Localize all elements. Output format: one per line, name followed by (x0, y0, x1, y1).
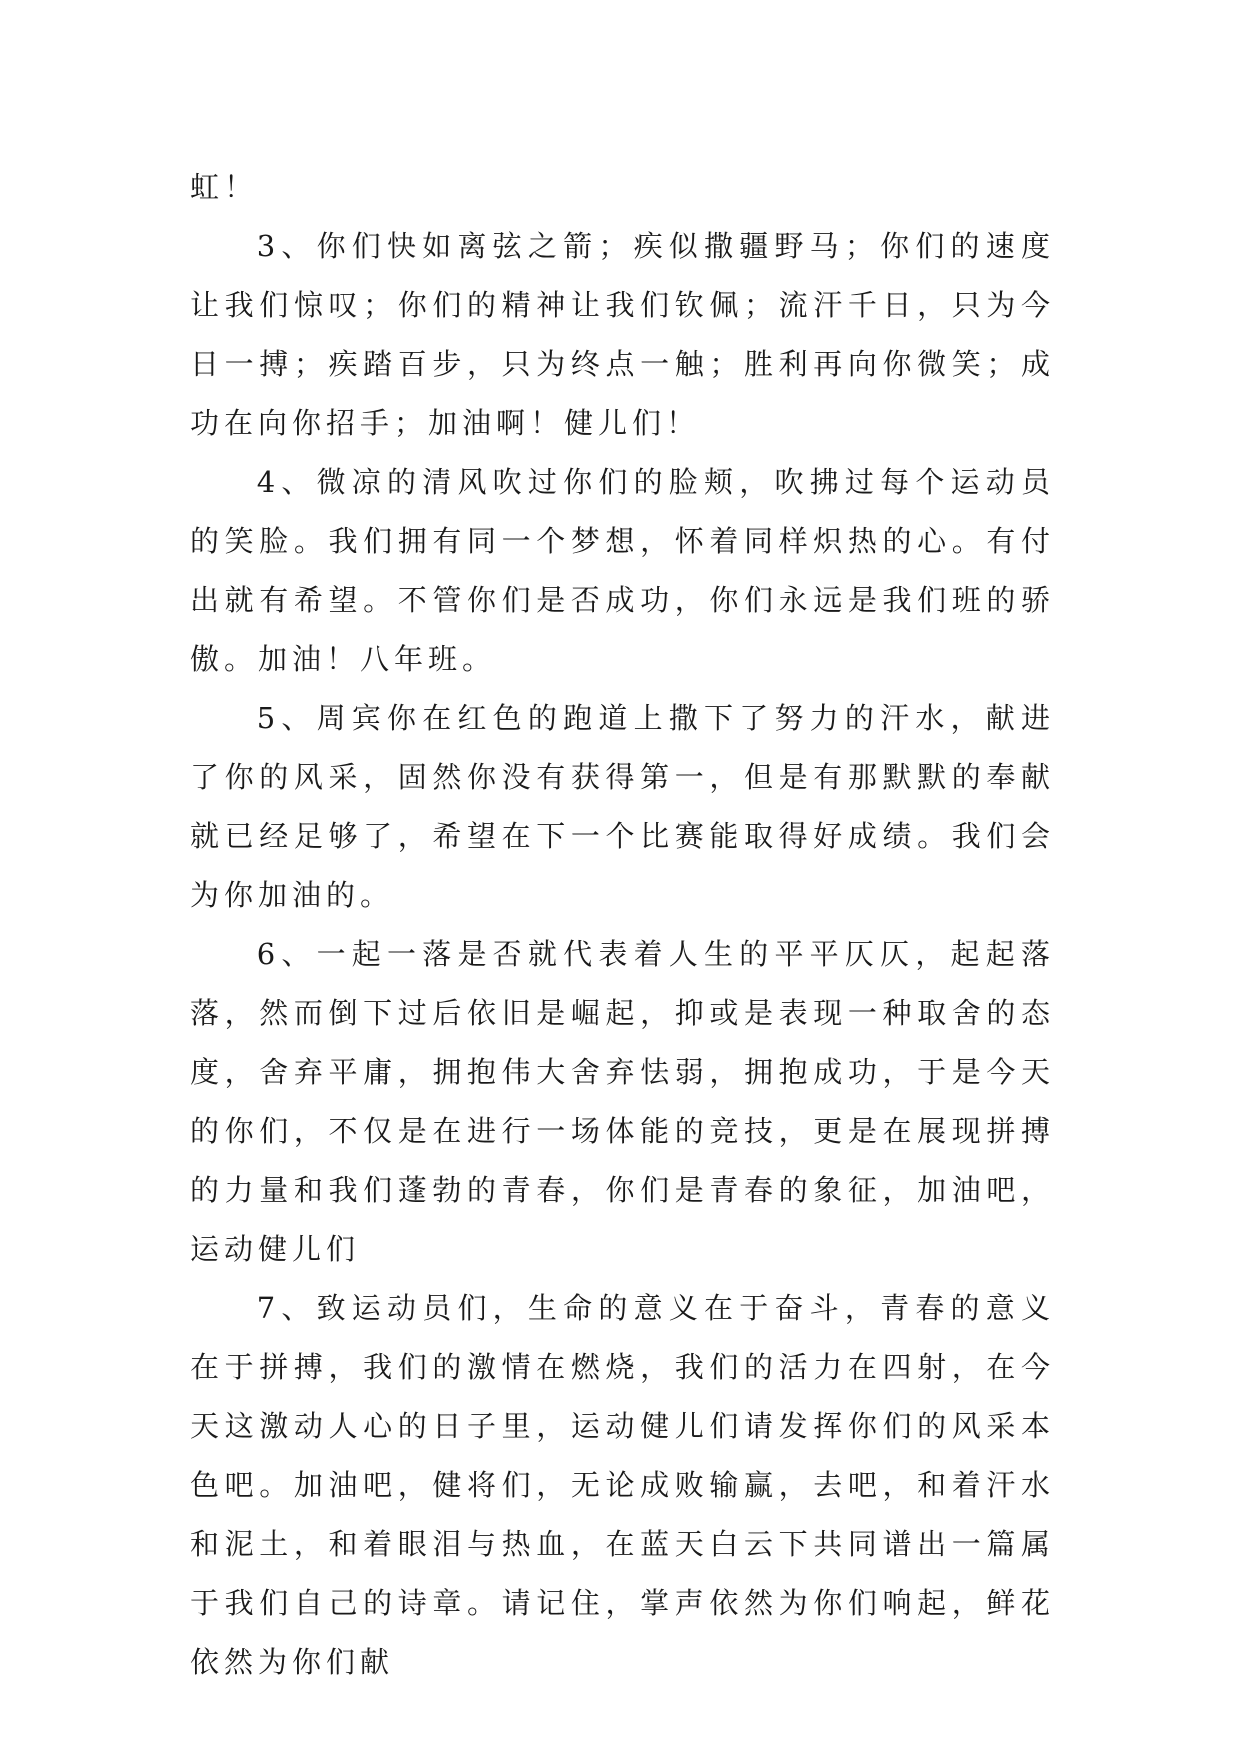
paragraph-7: 7、致运动员们，生命的意义在于奋斗，青春的意义在于拼搏，我们的激情在燃烧，我们的活力在四射，在今天这激动人心的日子里，运动健儿们请发挥你们的风采本色吧。加油吧，健将们，无论成败输赢，去吧，和着汗水和泥土，和着眼泪与热血，在蓝天白云下共同谱出一篇属于我们自己的诗章。请记住，掌声依然为你们响起，鲜花依然为你们献 (190, 1291, 1055, 1679)
paragraph-6: 6、一起一落是否就代表着人生的平平仄仄，起起落落，然而倒下过后依旧是崛起，抑或是表现一种取舍的态度，舍弃平庸，拥抱伟大舍弃怯弱，拥抱成功，于是今天的你们，不仅是在进行一场体能的竞技，更是在展现拼搏的力量和我们蓬勃的青春，你们是青春的象征，加油吧，运动健儿们 (190, 937, 1055, 1266)
paragraph-continuation: 虹！ (190, 170, 259, 204)
document-body (190, 158, 1055, 1692)
paragraph-5: 5、周宾你在红色的跑道上撒下了努力的汗水，献进了你的风采，固然你没有获得第一，但是有那默默的奉献就已经足够了，希望在下一个比赛能取得好成绩。我们会为你加油的。 (190, 701, 1055, 912)
paragraph-3: 3、你们快如离弦之箭；疾似撒疆野马；你们的速度让我们惊叹；你们的精神让我们钦佩；流汗千日，只为今日一搏；疾踏百步，只为终点一触；胜利再向你微笑；成功在向你招手；加油啊！健儿们！ (190, 229, 1055, 440)
paragraph-4: 4、微凉的清风吹过你们的脸颊，吹拂过每个运动员的笑脸。我们拥有同一个梦想，怀着同样炽热的心。有付出就有希望。不管你们是否成功，你们永远是我们班的骄傲。加油！八年班。 (190, 465, 1055, 676)
